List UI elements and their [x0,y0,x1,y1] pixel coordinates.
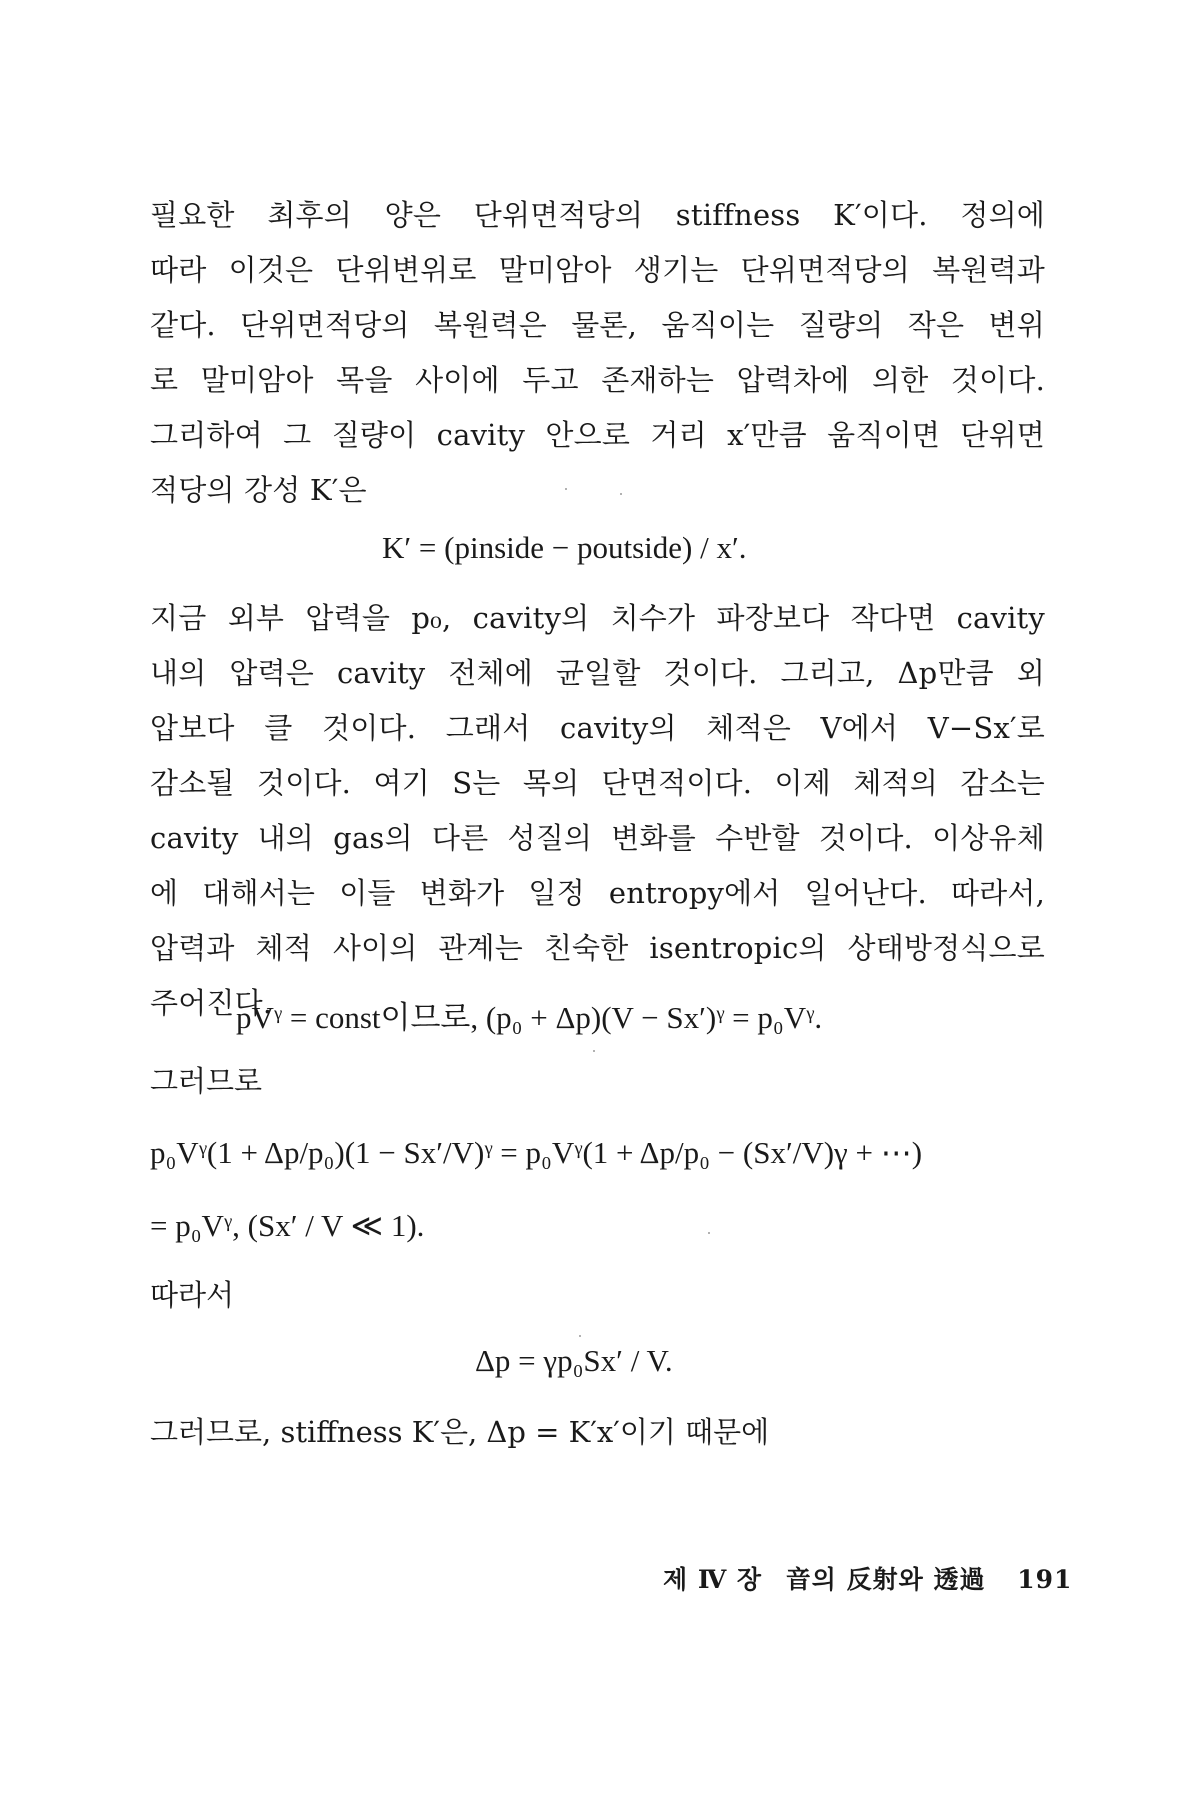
paragraph-2-line: 에 대해서는 이들 변화가 일정 entropy에서 일어난다. 따라서, [150,876,1045,910]
page-number: 191 [1017,1565,1073,1594]
paragraph-2-line: 내의 압력은 cavity 전체에 균일할 것이다. 그리고, Δp만큼 외 [150,656,1045,690]
scan-speck [593,1050,595,1052]
label-therefore: 그러므로 [150,1064,263,1098]
paragraph-2-line: 지금 외부 압력을 p₀, cavity의 치수가 파장보다 작다면 cavity [150,601,1045,635]
paragraph-2-line: 주어진다. [150,986,273,1020]
paragraph-1-line: 로 말미암아 목을 사이에 두고 존재하는 압력차에 의한 것이다. [150,363,1045,397]
equation-expansion-line-1: p₀Vᵞ(1 + Δp/p₀)(1 − Sx′/V)ᵞ = p₀Vᵞ(1 + Δp/p₀ − (Sx′/V)γ + ⋯) [150,1135,923,1170]
scan-speck [708,1232,710,1234]
label-hence: 따라서 [150,1278,235,1312]
scan-speck [579,1335,581,1337]
paragraph-1-line: 필요한 최후의 양은 단위면적당의 stiffness K′이다. 정의에 [150,198,1045,232]
paragraph-1-line: 적당의 강성 K′은 [150,473,367,507]
paragraph-2-line: 압력과 체적 사이의 관계는 친숙한 isentropic의 상태방정식으로 [150,931,1045,965]
closing-line: 그러므로, stiffness K′은, Δp = K′x′이기 때문에 [150,1415,770,1449]
paragraph-2-line: 압보다 클 것이다. 그래서 cavity의 체적은 V에서 V−Sx′로 [150,711,1045,745]
paragraph-2-line: cavity 내의 gas의 다른 성질의 변화를 수반할 것이다. 이상유체 [150,821,1045,855]
footer-title: 音의 反射와 透過 [785,1565,986,1594]
paragraph-1 [150,188,1045,518]
equation-isentropic: pVᵞ = const이므로, (p₀ + Δp)(V − Sx′)ᵞ = p₀Vᵞ. [236,1000,823,1035]
running-footer [663,1560,1072,1596]
footer-chapter: 제 Ⅳ 장 [663,1565,763,1594]
equation-pressure-change: Δp = γp₀Sx′ / V. [475,1343,673,1378]
paragraph-2-line: 감소될 것이다. 여기 S는 목의 단면적이다. 이제 체적의 감소는 [150,766,1045,800]
paragraph-1-line: 그리하여 그 질량이 cavity 안으로 거리 x′만큼 움직이면 단위면 [150,418,1045,452]
equation-expansion-line-2: = p₀Vᵞ, (Sx′ / V ≪ 1). [150,1208,425,1243]
equation-stiffness-definition: K′ = (pinside − poutside) / x′. [382,530,747,565]
paragraph-1-line: 같다. 단위면적당의 복원력은 물론, 움직이는 질량의 작은 변위 [150,308,1045,342]
paragraph-1-line: 따라 이것은 단위변위로 말미암아 생기는 단위면적당의 복원력과 [150,253,1045,287]
paragraph-2 [150,591,1045,1031]
scan-speck [565,488,567,490]
scan-speck [620,493,622,495]
